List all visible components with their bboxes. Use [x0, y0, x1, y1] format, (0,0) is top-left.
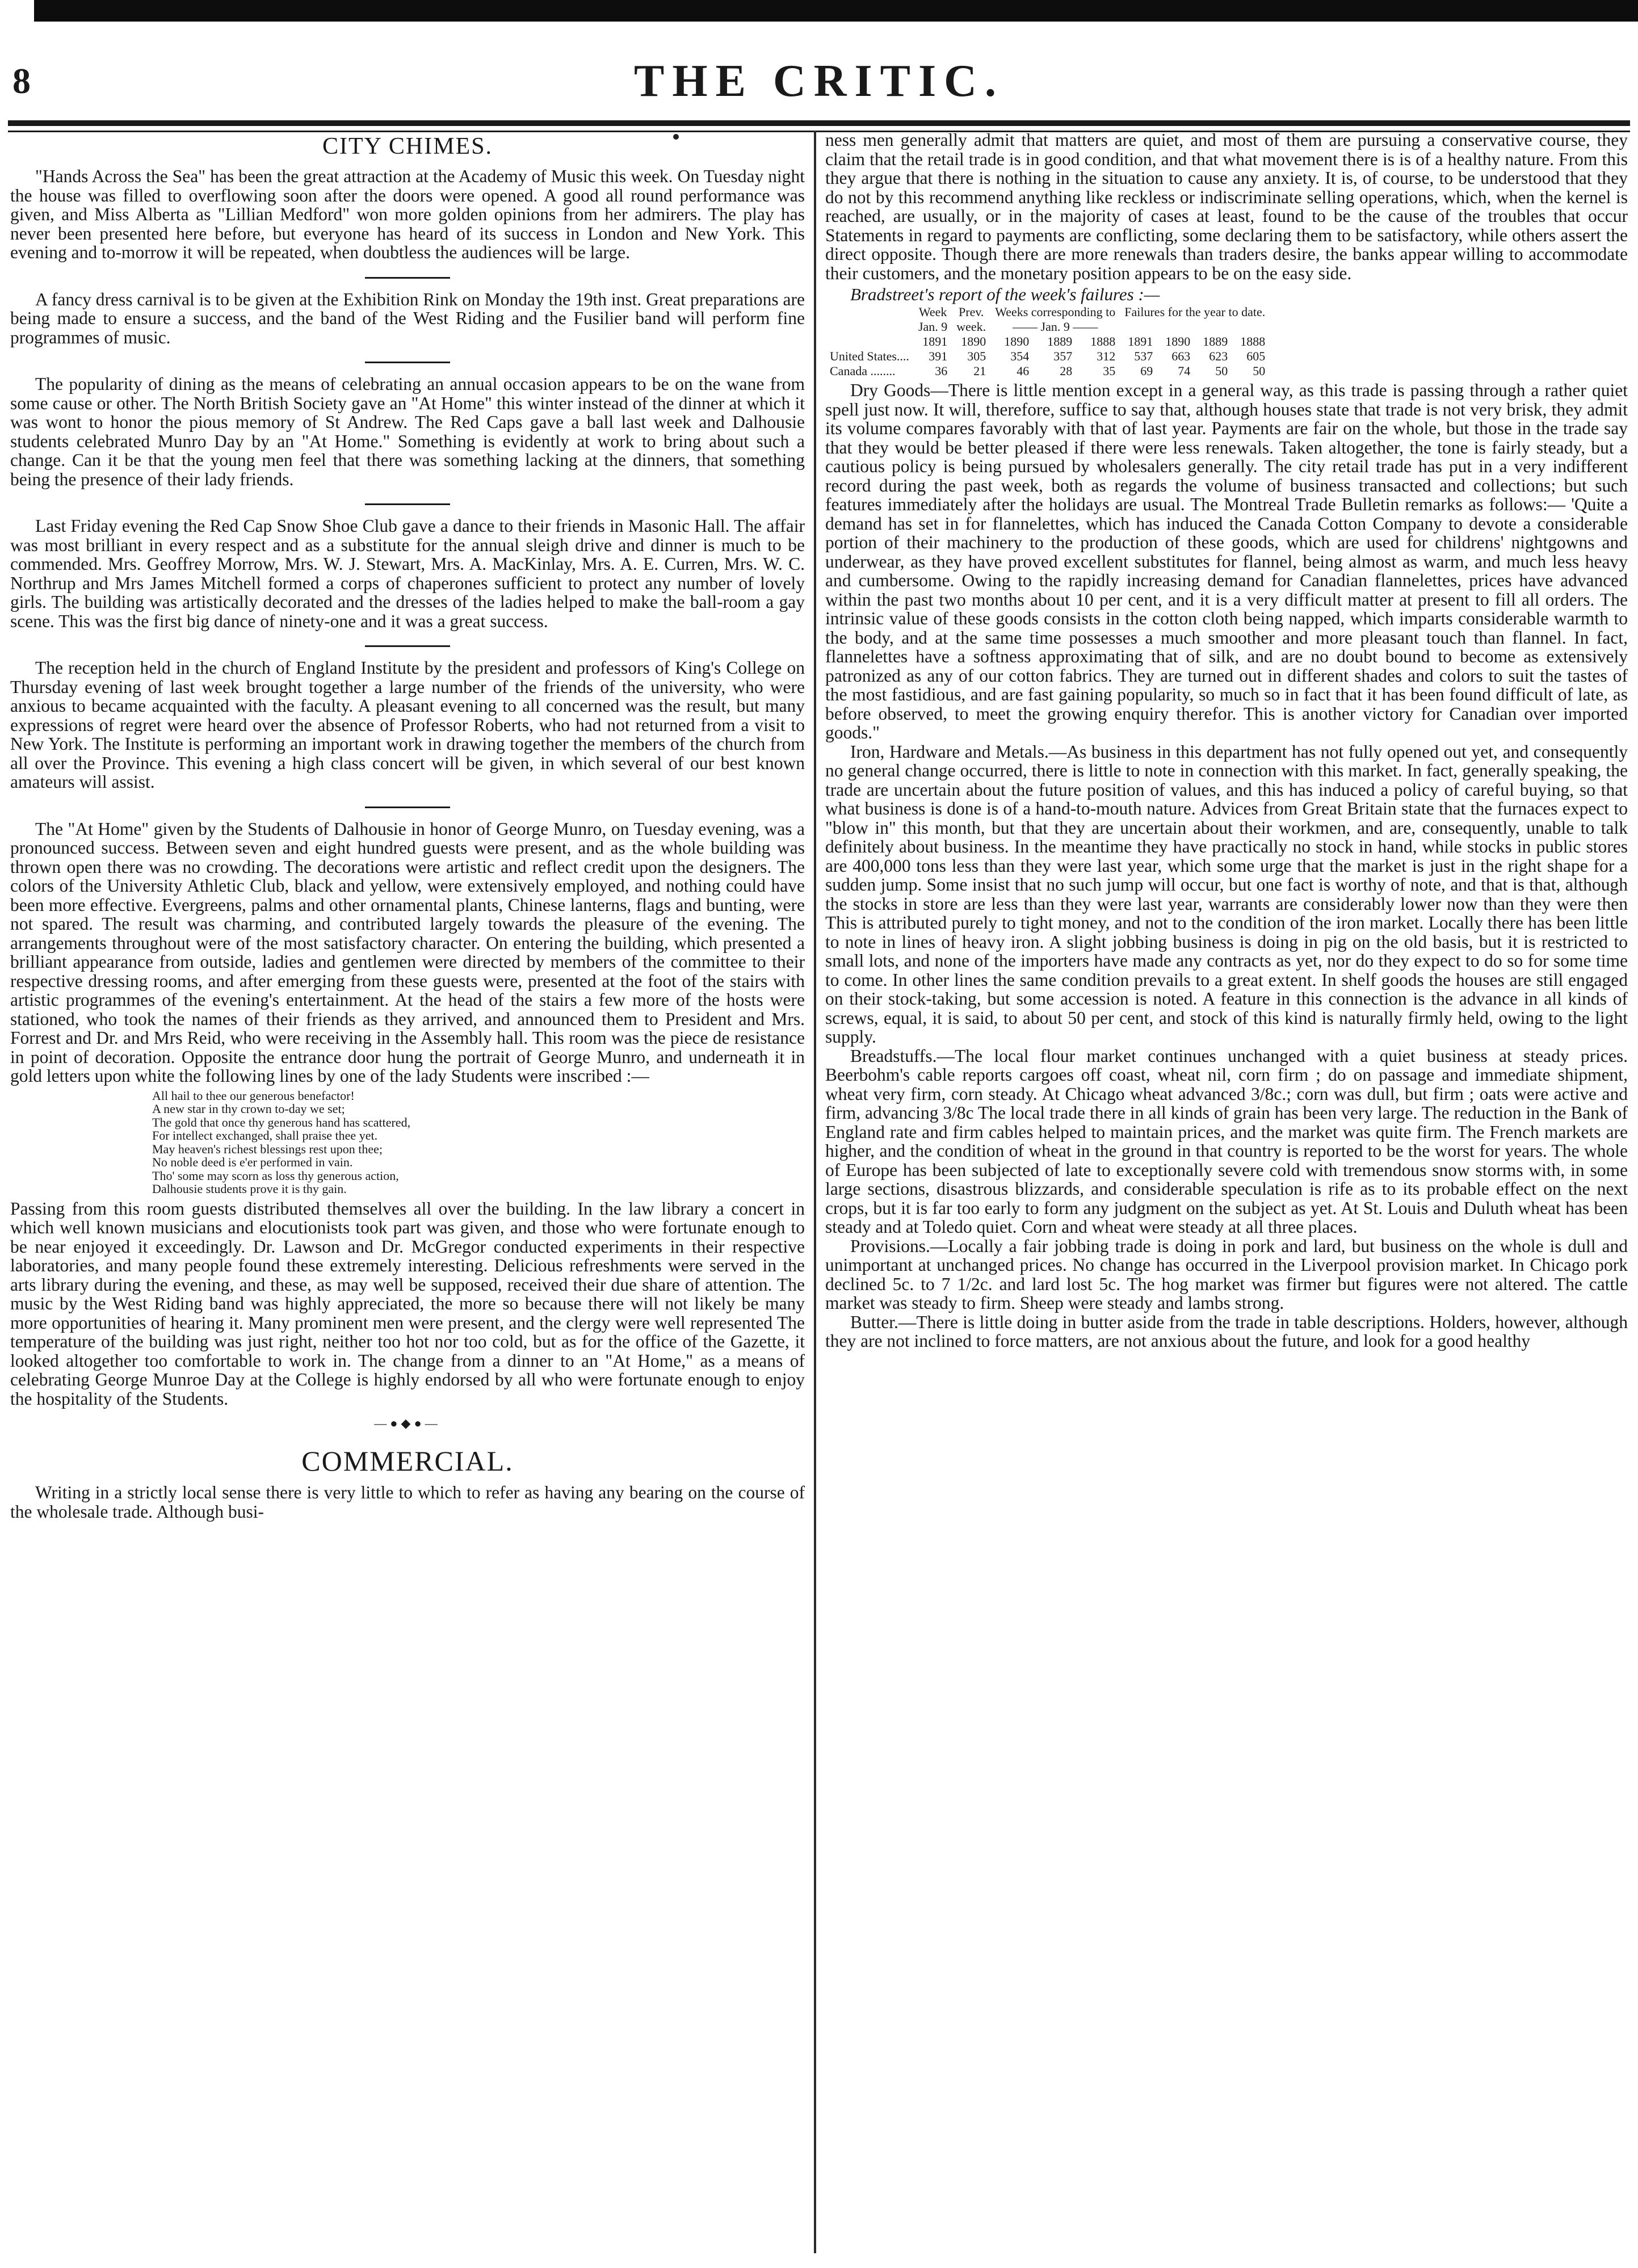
- provisions-paragraph: Provisions.—Locally a fair jobbing trade is doing in pork and lard, but business on the whole is dull and unimportant at unchanged prices. No change has occurred in the Liverpool provision market. In Chicago pork declined 5c. to 7 1/2c. and lard lost 5c. The hog market was firmer but figures were not altered. The cattle market was steady to firm. Sheep were steady and lambs strong.: [825, 1236, 1628, 1313]
- table-year-cell: 1890: [1004, 334, 1030, 348]
- table-year-cell: 1889: [1047, 334, 1073, 348]
- separator-rule: [365, 645, 450, 647]
- failures-intro: Bradstreet's report of the week's failures :—: [850, 284, 1160, 304]
- poem-line: The gold that once thy generous hand has scattered,: [152, 1115, 411, 1129]
- table-year-cell: 1891: [922, 334, 948, 348]
- table-year-cell: 1890: [961, 334, 986, 348]
- table-cell: 74: [1178, 364, 1191, 378]
- article-paragraph: The "At Home" given by the Students of Dalhousie in honor of George Munro, on Tuesday evening, was a pronounced success. Between seven and eight hundred guests were present, and as the whole building was thrown open there was no crowding. The decorations were artistic and reflect credit upon the designers. The colors of the University Athletic Club, black and yellow, were extensively employed, and nothing could have been more effective. Evergreens, palms and other ornamental plants, Chinese lanterns, flags and bunting, were not spared. The result was charming, and contributed largely towards the pleasure of the evening. The arrangements throughout were of the most satisfactory character. On entering the building, which presented a brilliant appearance from outside, ladies and gentlemen were directed by members of the committee to their respective dressing rooms, and after emerging from these guests were, presented at the foot of the stairs with artistic programmes of the evening's entertainment. At the head of the stairs a few more of the hosts were stationed, who took the names of their friends as they arrived, and announced them to President and Mrs. Forrest and Dr. and Mrs Reid, who were receiving in the Assembly hall. This room was the piece de resistance in point of decoration. Opposite the entrance door hung the portrait of George Munro, and underneath it in gold letters upon white the following lines by one of the lady Students were inscribed :—: [10, 818, 805, 1086]
- table-header-row: [830, 320, 1270, 334]
- newspaper-title: THE CRITIC.: [634, 56, 1004, 106]
- poem-line: May heaven's richest blessings rest upon thee;: [152, 1141, 383, 1156]
- table-row: [830, 349, 1270, 364]
- table-cell: 312: [1097, 349, 1116, 363]
- failures-table: [830, 305, 1270, 379]
- article-paragraph: A fancy dress carnival is to be given at the Exhibition Rink on Monday the 19th inst. Great preparations are being made to ensure a success, and the band of the West Riding and the Fusilier band will perform fine programmes of music.: [10, 289, 805, 347]
- left-column: [10, 131, 805, 2253]
- butter-paragraph: Butter.—There is little doing in butter aside from the trade in table descriptions. Holders, however, although they are not inclined to force matters, are not anxious about the future, and look for a good healthy: [825, 1312, 1628, 1351]
- table-header-cell: Weeks corresponding to: [995, 305, 1116, 319]
- table-header-cell: week.: [956, 320, 986, 334]
- masthead-rule-thick: [8, 120, 1630, 126]
- table-cell: 605: [1246, 349, 1266, 363]
- poem-line: Tho' some may scorn as loss thy generous action,: [152, 1168, 399, 1183]
- table-header-cell: —— Jan. 9 ——: [1013, 320, 1098, 334]
- row-label: United States....: [830, 349, 909, 363]
- masthead: [0, 40, 1638, 125]
- table-row: [830, 364, 1270, 379]
- article-paragraph: The popularity of dining as the means of celebrating an annual occasion appears to be on the wane from some cause or other. The North British Society gave an "At Home" this winter instead of the dinner at which it was wont to honor the pious memory of St Andrew. The Red Caps gave a ball last week and Dalhousie students celebrated Munro Day by an "At Home." Something is evidently at work to bring about such a change. Can it be that the young men feel that there was something lacking at the dinners, that something being the presence of their lady friends.: [10, 374, 805, 489]
- separator-rule: [365, 362, 450, 363]
- article-paragraph: Writing in a strictly local sense there is very little to which to refer as having any bearing on the course of the wholesale trade. Although busi-: [10, 1482, 805, 1522]
- city-chimes-heading: CITY CHIMES.: [322, 133, 493, 159]
- table-year-cell: 1889: [1203, 334, 1228, 348]
- table-cell: 69: [1140, 364, 1153, 378]
- table-header-cell: Prev.: [959, 305, 984, 319]
- article-paragraph: Passing from this room guests distributed themselves all over the building. In the law library a concert in which well known musicians and elocutionists took part was given, and those who were fortunate enough to be near enjoyed it exceedingly. Dr. Lawson and Dr. McGregor conducted experiments in their respective laboratories, and many people found these extremely interesting. Delicious refreshments were served in the arts library during the evening, and these, as may well be supposed, received their due share of attention. The music by the West Riding band was highly appreciated, the more so because there will not likely be many more opportunities of hearing it. Many prominent men were present, and the clergy were well represented The temperature of the building was just right, neither too hot nor too cold, but as for the office of the Gazette, it looked altogether too comfortable to work in. The change from a dinner to an "At Home," as a means of celebrating George Munroe Day at the College is highly endorsed by all who were fortunate enough to enjoy the hospitality of the Students.: [10, 1198, 805, 1409]
- dry-goods-paragraph: Dry Goods—There is little mention except in a general way, as this trade is passing through a rather quiet spell just now. It will, therefore, suffice to say that, although houses state that trade is not very brisk, they admit its volume compares favorably with that of last year. Payments are fair on the whole, but those in the trade say that they would be better pleased if there were less renewals. Taken altogether, the tone is fairly steady, but a cautious policy is being pursued by wholesalers generally. The city retail trade has put in a very indifferent record during the past week, both as regards the volume of business transacted and collections; but such features immediately after the holidays are usual. The Montreal Trade Bulletin remarks as follows:— 'Quite a demand has set in for flannelettes, which has induced the Canada Cotton Company to devote a considerable portion of their machinery to the production of these goods, which are used for childrens' nightgowns and underwear, as they have proved excellent substitutes for flannel, being almost as warm, and much less heavy and cumbersome. Owing to the rapidly increasing demand for Canadian flannelettes, prices have advanced within the past two months about 10 per cent, and it is a very difficult matter at present to fill all orders. The intrinsic value of these goods consists in the cotton cloth being napped, which imparts considerable warmth to the body, and at the same time possesses a much smoother and more pleasant touch than flannel. In fact, flannelettes have a softness approximating that of silk, and are no doubt bound to become as extensively patronized as any of our cotton fabrics. They are turned out in different shades and colors to suit the tastes of the most fastidious, and are fast gaining popularity, so much so in fact that it has been found difficult of late, as before observed, to meet the growing enquiry therefor. This is another victory for Canadian over imported goods.": [825, 380, 1628, 742]
- table-cell: 663: [1171, 349, 1191, 363]
- table-cell: 46: [1017, 364, 1030, 378]
- table-cell: 537: [1134, 349, 1153, 363]
- table-cell: 357: [1053, 349, 1073, 363]
- table-cell: 354: [1010, 349, 1030, 363]
- separator-rule: [365, 503, 450, 505]
- table-cell: 391: [929, 349, 948, 363]
- page-number: 8: [12, 61, 31, 101]
- column-divider: [814, 131, 816, 2253]
- right-column: [825, 131, 1628, 2253]
- table-year-cell: 1891: [1128, 334, 1153, 348]
- poem-line: Dalhousie students prove it is thy gain.: [152, 1182, 347, 1196]
- table-header-cell: Week: [918, 305, 947, 319]
- iron-hardware-paragraph: Iron, Hardware and Metals.—As business in this department has not fully opened out yet, and consequently no general change occurred, there is little to note in connection with this market. In fact, generally speaking, the trade are uncertain about the future position of values, and this has induced a policy of careful buying, so that what business is done is of a hand-to-mouth nature. Advices from Great Britain state that the furnaces expect to "blow in" this month, but that they are uncertain about their workmen, and are, consequently, unable to talk definitely about business. In the meantime they have practically no stock in hand, while stocks in public stores are 400,000 tons less than they were last year, which some urge that the market is just in the right shape for a sudden jump. Some insist that no such jump will occur, but one fact is worthy of note, and that is that, although the stocks in store are less than they were last year, warrants are considerably lower now than they were then This is attributed purely to tight money, and not to the condition of the iron market. Locally there has been little to note in lines of heavy iron. A slight jobbing business is doing in pig on the old basis, but it is restricted to small lots, and none of the importers have made any contracts as yet, nor do they expect to do so for some time to come. In other lines the same condition prevails to a great extent. In shelf goods the houses are still engaged on their stock-taking, but some accession is noted. A feature in this connection is the advance in all kinds of screws, equal, it is said, to about 50 per cent, and stock of this kind is naturally firmly held, owing to the light supply.: [825, 741, 1628, 1047]
- table-year-cell: 1890: [1165, 334, 1191, 348]
- table-cell: 623: [1209, 349, 1228, 363]
- table-years-row: [830, 334, 1270, 349]
- separator-rule: [365, 277, 450, 279]
- article-paragraph: Last Friday evening the Red Cap Snow Shoe Club gave a dance to their friends in Masonic Hall. The affair was most brilliant in every respect and as a substitute for the annual sleigh drive and dinner is much to be commended. Mrs. Geoffrey Morrow, Mrs. W. J. Stewart, Mrs. A. MacKinlay, Mrs. A. E. Curren, Mrs. W. C. Northrup and Mrs James Mitchell formed a corps of chaperones sufficient to protect any number of lovely girls. The building was artistically decorated and the dresses of the ladies helped to make the ball-room a gay scene. This was the first big dance of ninety-one and it was a great success.: [10, 516, 805, 631]
- article-paragraph: The reception held in the church of England Institute by the president and professors of King's College on Thursday evening of last week brought together a large number of the friends of the university, who were anxious to became acquainted with the faculty. A pleasant evening to all concerned was the result, but many expressions of regret were heard over the absence of Professor Roberts, who had not returned from a visit to New York. The Institute is performing an important work in drawing together the members of the church from all over the Province. This evening a high class concert will be given, in which several of our best known amateurs will assist.: [10, 658, 805, 792]
- inscription-poem: [152, 1089, 805, 1196]
- table-cell: 21: [973, 364, 986, 378]
- commercial-heading: COMMERCIAL.: [301, 1445, 514, 1477]
- top-border-fade: [0, 0, 34, 22]
- table-year-cell: 1888: [1090, 334, 1116, 348]
- article-paragraph: ness men generally admit that matters are quiet, and most of them are pursuing a conservative course, they claim that the retail trade is in good condition, and that what movement there is is of a healthy nature. From this they argue that there is nothing in the situation to cause any anxiety. It is, of course, to be understood that they do not by this recommend anything like reckless or indiscriminate selling operations, which, when the kernel is reached, are usually, or in the majority of cases at least, found to be the cause of the troubles that occur Statements in regard to payments are conflicting, some declaring them to be satisfactory, while others assert the direct opposite. Though there are more renewals than traders desire, the banks appear willing to accommodate their customers, and the monetary position appears to be on the easy side.: [825, 131, 1628, 283]
- poem-line: All hail to thee our generous benefactor!: [152, 1088, 355, 1103]
- table-header-row: [830, 305, 1270, 320]
- breadstuffs-paragraph: Breadstuffs.—The local flour market continues unchanged with a quiet business at steady prices. Beerbohm's cable reports cargoes off coast, wheat nil, corn firm ; do on passage and immediate shipment, wheat very firm, corn steady. At Chicago wheat advanced 3/8c.; corn was dull, but firm ; oats were active and firm, advancing 3/8c The local trade there in all kinds of grain has been very large. The reduction in the Bank of England rate and firm cables helped to maintain prices, and the market was quite firm. The French markets are higher, and the condition of wheat in the ground in that country is reported to be the worst for years. The whole of Europe has been subjected of late to exceptionally severe cold with tremendous snow storms with, in some large sections, disastrous blizzards, and considerable speculation is rife as to its probable effect on the next crops, but it is far too early to form any judgment on the subject as yet. At St. Louis and Duluth wheat has been steady and at Toledo quiet. Corn and wheat were steady at all three places.: [825, 1045, 1628, 1237]
- table-cell: 305: [967, 349, 986, 363]
- table-header-cell: Jan. 9: [918, 320, 948, 334]
- table-cell: 50: [1215, 364, 1228, 378]
- table-cell: 35: [1103, 364, 1116, 378]
- row-label: Canada ........: [830, 364, 896, 378]
- poem-line: No noble deed is e'er performed in vain.: [152, 1155, 353, 1169]
- poem-line: For intellect exchanged, shall praise thee yet.: [152, 1128, 378, 1143]
- table-cell: 50: [1253, 364, 1266, 378]
- top-border-bar: [23, 0, 1638, 22]
- table-cell: 28: [1060, 364, 1073, 378]
- poem-line: A new star in thy crown to-day we set;: [152, 1102, 345, 1116]
- table-cell: 36: [935, 364, 948, 378]
- table-year-cell: 1888: [1240, 334, 1266, 348]
- ornament-divider: —●◆●—: [374, 1416, 441, 1430]
- table-header-cell: Failures for the year to date.: [1124, 305, 1266, 319]
- article-paragraph: "Hands Across the Sea" has been the great attraction at the Academy of Music this week. On Tuesday night the house was filled to overflowing soon after the doors were opened. A good all round performance was given, and Miss Alberta as "Lillian Medford" won more golden opinions from her admirers. The play has never been presented here before, but everyone has heard of its success in London and New York. This evening and to-morrow it will be repeated, when doubtless the audiences will be large.: [10, 166, 805, 262]
- separator-rule: [365, 807, 450, 808]
